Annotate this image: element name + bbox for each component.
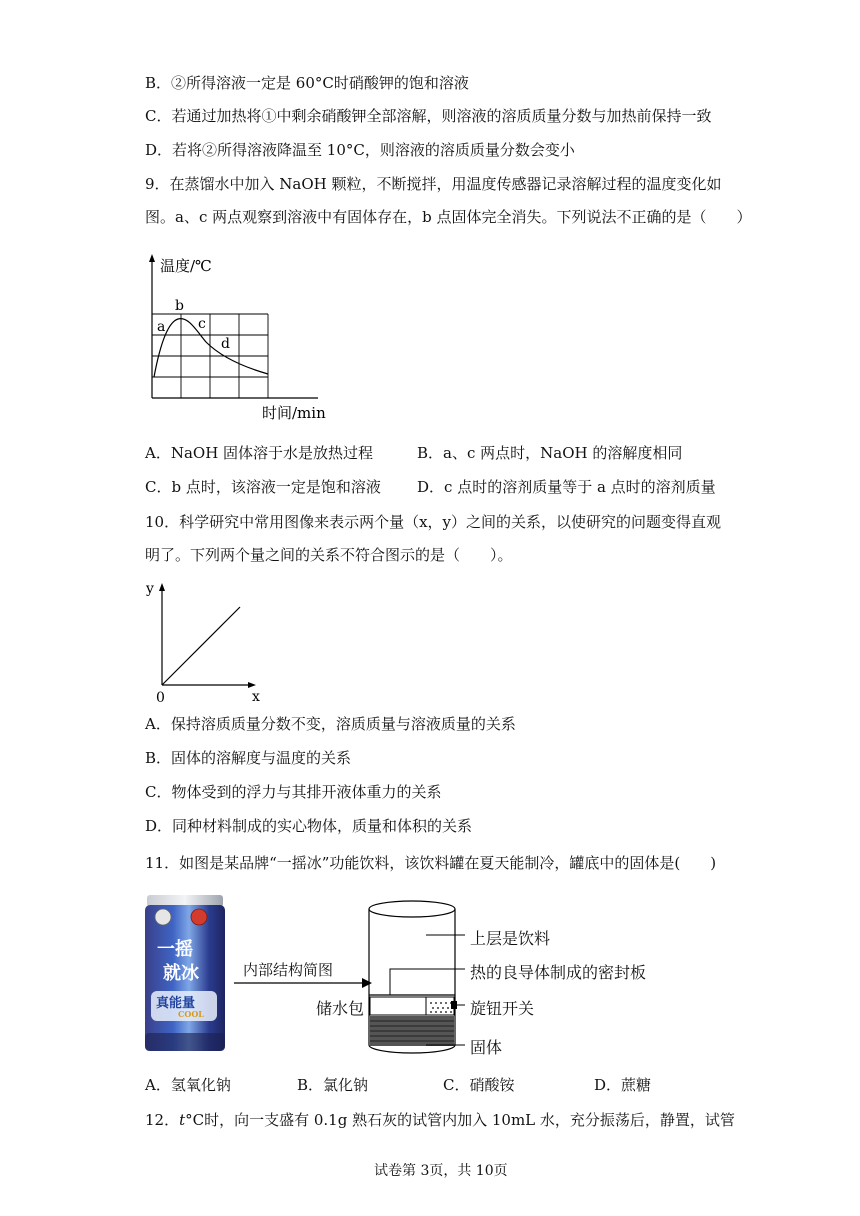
q11-label-top: 上层是饮料 [470,929,551,948]
q8-option-c: C．若通过加热将①中剩余硝酸钾全部溶解，则溶液的溶质质量分数与加热前保持一致 [145,107,712,125]
q9-stem-line1: 9．在蒸馏水中加入 NaOH 颗粒，不断搅拌，用温度传感器记录溶解过程的温度变化如 [145,175,722,193]
q9-point-c: c [198,316,206,332]
q11-knob-switch [451,1001,457,1009]
q10-x-arrow [248,682,256,688]
q10-option-d: D．同种材料制成的实心物体，质量和体积的关系 [145,817,473,835]
q8-option-d: D．若将②所得溶液降温至 10°C，则溶液的溶质质量分数会变小 [145,141,575,159]
q11-arrow [234,976,374,990]
q9-point-a: a [157,319,166,335]
q11-label-plate: 热的良导体制成的密封板 [470,963,647,982]
q9-y-label: 温度/℃ [160,257,212,275]
q10-linear-chart [140,577,280,705]
q11-option-a: A．氢氧化钠 [145,1076,231,1094]
q10-option-b: B．固体的溶解度与温度的关系 [145,749,352,767]
q10-option-a: A．保持溶质质量分数不变，溶质质量与溶液质量的关系 [145,715,516,733]
q9-point-b: b [175,298,184,314]
q9-option-a: A．NaOH 固体溶于水是放热过程 [145,444,374,462]
q12-stem-text: °C时，向一支盛有 0.1g 熟石灰的试管内加入 10mL 水，充分振荡后，静置，试管 [185,1111,735,1129]
q10-x-label: x [252,689,260,705]
q12-temperature-var: t [179,1111,186,1129]
q11-option-d: D．蔗糖 [594,1076,652,1094]
q9-temperature-curve [154,319,268,377]
q12-number: 12． [145,1111,180,1129]
q11-option-c: C．硝酸铵 [443,1076,515,1094]
q11-option-b: B．氯化钠 [297,1076,369,1094]
q9-y-arrow [149,254,155,262]
q9-point-d: d [221,336,230,352]
svg-text:就冰: 就冰 [163,963,199,984]
q9-option-b: B．a、c 两点时，NaOH 的溶解度相同 [417,444,683,462]
q11-can-photo [143,895,227,1055]
q10-stem-line2: 明了。下列两个量之间的关系不符合图示的是（ ）。 [145,546,513,564]
q11-arrow-label: 内部结构简图 [243,961,334,979]
q9-temperature-chart [140,250,350,430]
q9-option-c: C．b 点时，该溶液一定是饱和溶液 [145,478,381,496]
q10-y-arrow [159,583,165,591]
q9-stem-line2: 图。a、c 两点观察到溶液中有固体存在，b 点固体完全消失。下列说法不正确的是（ ） [145,208,752,226]
page-footer: 试卷第 3页，共 10页 [374,1163,508,1179]
q10-origin-label: 0 [156,690,165,705]
q10-y-label: y [146,581,154,597]
q12-stem [145,1110,735,1130]
q10-proportional-line [162,607,240,685]
q11-cylinder-top [369,901,455,917]
q8-option-b: B．②所得溶液一定是 60°C时硝酸钾的饱和溶液 [145,74,469,92]
q11-label-switch: 旋钮开关 [470,999,535,1018]
svg-text:真能量: 真能量 [156,996,196,1011]
q9-x-label: 时间/min [262,404,326,422]
svg-text:一摇: 一摇 [157,939,193,960]
q10-stem-line1: 10．科学研究中常用图像来表示两个量（x，y）之间的关系，以使研究的问题变得直观 [145,513,722,531]
q10-option-c: C．物体受到的浮力与其排开液体重力的关系 [145,783,442,801]
q11-label-bag: 储水包 [316,999,365,1018]
svg-text:COOL: COOL [178,1009,204,1019]
q11-stem: 11．如图是某品牌“一摇冰”功能饮料，该饮料罐在夏天能制冷，罐底中的固体是( ) [145,854,717,872]
q9-option-d: D．c 点时的溶剂质量等于 a 点时的溶剂质量 [417,478,716,496]
q11-label-solid: 固体 [470,1038,503,1057]
